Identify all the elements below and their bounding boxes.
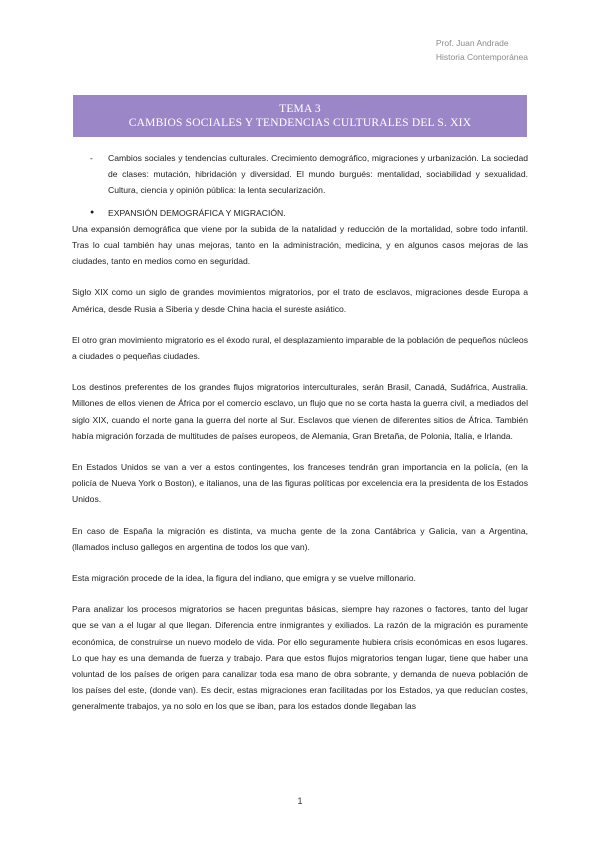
section-heading [90,205,528,221]
paragraph: Una expansión demográfica que viene por la subida de la natalidad y reducción de la mortalidad, sobre todo infantil. Tras lo cual también hay unas mejoras, tanto en la administración, medicina, y en algunos casos mejoras de las ciudades, tanto en medios como en seguridad. [72,223,528,267]
paragraph: En caso de España la migración es distinta, va mucha gente de la zona Cantábrica y Galicia, van a Argentina, (llamados incluso gallegos en argentina de todos los que van). [72,525,528,552]
paragraph: Para analizar los procesos migratorios se hacen preguntas básicas, siempre hay razones o factores, tanto del lugar que se van a el lugar al que llegan. Diferencia entre inmigrantes y exiliados. La razón de la migración es puramente económica, de construirse un nuevo modelo de vida. Por ello seguramente hubiera crisis económicas en esos lugares. Lo que hay es una demanda de fuerza y trabajo. Para que estos flujos migratorios tengan lugar, tiene que haber una voluntad de los países de origen para canalizar toda esa mano de obra sobrante, y demanda de nueva población de los países del este, (donde van). Es decir, estas migraciones eran facilitadas por los Estados, ya que reducían costes, generalmente trabajos, ya no solo en los que se iban, para los estados donde llegaban las [72,604,528,712]
page-header [436,36,528,64]
page-number: 1 [297,796,303,806]
document-body [72,150,528,730]
bullet-icon: ● [90,208,95,216]
paragraph: En Estados Unidos se van a ver a estos contingentes, los franceses tendrán gran importancia en la policía, (en la policía de Nueva York o Boston), e italianos, una de las figuras políticas por excelencia era la presidenta de los Estados Unidos. [72,462,528,505]
summary-text: Cambios sociales y tendencias culturales. Crecimiento demográfico, migraciones y urbanización. La sociedad de clases: mutación, hibridación y diversidad. El mundo burgués: mentalidad, sociabilidad y sexualidad. Cultura, ciencia y opinión pública: la lenta secularización. [108,153,528,196]
topic-summary [90,150,528,199]
paragraph: El otro gran movimiento migratorio es el éxodo rural, el desplazamiento imparable de la población de pequeños núcleos a ciudades o pequeñas ciudades. [72,334,528,362]
paragraph: Siglo XIX como un siglo de grandes movimientos migratorios, por el trato de esclavos, migraciones desde Europa a América, desde Rusia a Siberia y desde China hacia el sureste asiático. [72,287,528,314]
paragraph: Esta migración procede de la idea, la figura del indiano, que emigra y se vuelve millonario. [72,573,416,584]
topic-number: TEMA 3 [279,103,321,115]
topic-title-banner [73,95,527,137]
paragraph: Los destinos preferentes de los grandes flujos migratorios interculturales, serán Brasil, Canadá, Sudáfrica, Australia. Millones de ellos vienen de África por el comercio esclavo, un flujo que no se corta hasta la guerra civil, a mediados del siglo XIX, cuando el norte gana la guerra del norte al Sur. Esclavos que vienen de diferentes sitios de África. También había migración forzada de multitudes de países europeos, de Alemania, Gran Bretaña, de Polonia, Italia, e Irlanda. [72,382,528,441]
section-heading-text: EXPANSIÓN DEMOGRÁFICA Y MIGRACIÓN. [108,207,286,218]
topic-title: CAMBIOS SOCIALES Y TENDENCIAS CULTURALES DEL S. XIX [128,117,472,129]
course-subject: Historia Contemporánea [435,52,528,62]
author-name: Prof. Juan Andrade [435,38,509,48]
dash-marker: - [90,153,93,163]
